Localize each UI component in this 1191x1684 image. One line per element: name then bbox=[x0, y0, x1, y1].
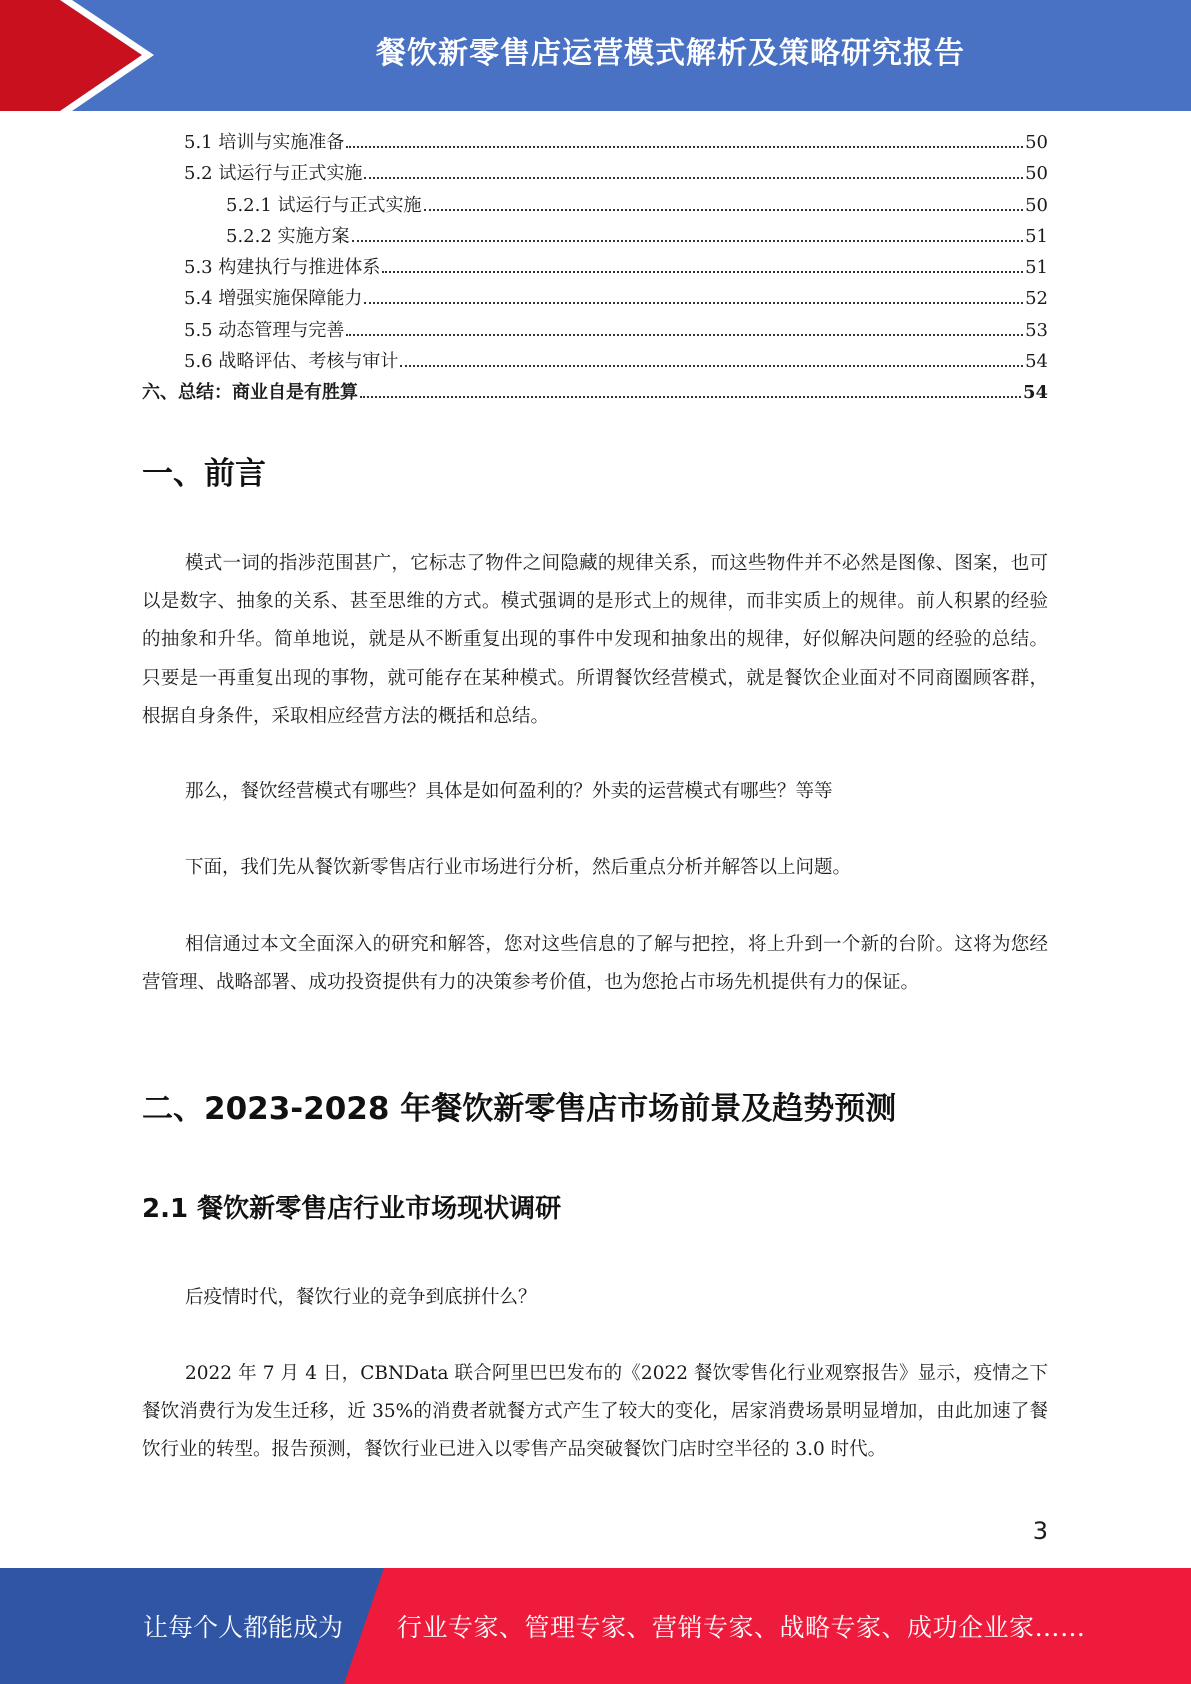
toc-leader-dots bbox=[424, 195, 1024, 211]
header-banner bbox=[0, 0, 1191, 111]
paragraph: 2022 年 7 月 4 日，CBNData 联合阿里巴巴发布的《2022 餐饮零售化行业观察报告》显示，疫情之下餐饮消费行为发生迁移，近 35%的消费者就餐方式产生了较大的变化，居家消费场景明显增加，由此加速了餐饮行业的转型。报告预测，餐饮行业已进入以零售产品突破餐饮门店时空半径的 3.0 时代。 bbox=[142, 1363, 1048, 1461]
toc-entry-label: 5.2.2 实施方案 bbox=[226, 225, 350, 247]
toc-entry-label: 5.4 增强实施保障能力 bbox=[184, 288, 363, 310]
toc-entry-label: 5.6 战略评估、考核与审计 bbox=[184, 351, 399, 373]
toc-entry[interactable] bbox=[142, 347, 1048, 378]
footer-banner bbox=[0, 1568, 1191, 1684]
toc-entry[interactable] bbox=[142, 159, 1048, 190]
page-number: 3 bbox=[1032, 1517, 1048, 1545]
toc-entry[interactable] bbox=[142, 378, 1048, 409]
footer-slogan-right: 行业专家、管理专家、营销专家、战略专家、成功企业家…… bbox=[397, 1613, 1086, 1642]
paragraph: 那么，餐饮经营模式有哪些？具体是如何盈利的？外卖的运营模式有哪些？等等 bbox=[185, 781, 833, 802]
toc-leader-dots bbox=[360, 382, 1021, 398]
toc-entry-label: 5.1 培训与实施准备 bbox=[184, 132, 345, 153]
toc-entry-label: 5.2.1 试运行与正式实施 bbox=[226, 194, 422, 216]
report-title: 餐饮新零售店运营模式解析及策略研究报告 bbox=[376, 36, 965, 71]
toc-entry-page: 51 bbox=[1025, 257, 1048, 279]
toc-entry-page: 54 bbox=[1025, 351, 1048, 373]
toc-entry-page: 51 bbox=[1025, 225, 1048, 247]
toc-leader-dots bbox=[346, 320, 1023, 336]
toc-leader-dots bbox=[352, 226, 1024, 242]
table-of-contents bbox=[142, 128, 1048, 410]
toc-entry-label: 5.3 构建执行与推进体系 bbox=[184, 257, 381, 279]
paragraph: 后疫情时代，餐饮行业的竞争到底拼什么？ bbox=[185, 1287, 537, 1308]
paragraph: 相信通过本文全面深入的研究和解答，您对这些信息的了解与把控，将上升到一个新的台阶。这将为您经营管理、战略部署、成功投资提供有力的决策参考价值，也为您抢占市场先机提供有力的保证。 bbox=[142, 934, 1048, 994]
toc-entry-label: 5.2 试运行与正式实施 bbox=[184, 163, 363, 185]
toc-entry-page: 52 bbox=[1025, 288, 1048, 310]
toc-entry-label: 5.5 动态管理与完善 bbox=[184, 319, 345, 341]
toc-entry-page: 50 bbox=[1025, 163, 1048, 185]
toc-entry[interactable] bbox=[142, 128, 1048, 159]
toc-leader-dots bbox=[400, 351, 1023, 367]
paragraph: 模式一词的指涉范围甚广，它标志了物件之间隐藏的规律关系，而这些物件并不必然是图像、图案，也可以是数字、抽象的关系、甚至思维的方式。模式强调的是形式上的规律，而非实质上的规律。前人积累的经验的抽象和升华。简单地说，就是从不断重复出现的事件中发现和抽象出的规律，好似解决问题的经验的总结。只要是一再重复出现的事物，就可能存在某种模式。所谓餐饮经营模式，就是餐饮企业面对不同商圈顾客群，根据自身条件，采取相应经营方法的概括和总结。 bbox=[142, 553, 1048, 727]
footer-slogan-left: 让每个人都能成为 bbox=[143, 1613, 344, 1642]
paragraph: 下面，我们先从餐饮新零售店行业市场进行分析，然后重点分析并解答以上问题。 bbox=[185, 857, 852, 878]
toc-entry-page: 50 bbox=[1025, 132, 1048, 153]
section-heading-preface: 一、前言 bbox=[142, 456, 266, 492]
section-heading-market: 二、2023-2028 年餐饮新零售店市场前景及趋势预测 bbox=[142, 1091, 897, 1127]
toc-leader-dots bbox=[346, 132, 1023, 148]
toc-entry[interactable] bbox=[142, 222, 1048, 253]
toc-entry-page: 54 bbox=[1022, 382, 1048, 404]
toc-entry-page: 53 bbox=[1025, 319, 1048, 341]
toc-entry-label: 六、总结：商业自是有胜算 bbox=[142, 382, 358, 404]
toc-leader-dots bbox=[382, 257, 1023, 273]
toc-entry[interactable] bbox=[142, 284, 1048, 315]
toc-entry[interactable] bbox=[142, 253, 1048, 284]
toc-entry[interactable] bbox=[142, 316, 1048, 347]
toc-leader-dots bbox=[364, 163, 1023, 179]
subsection-heading: 2.1 餐饮新零售店行业市场现状调研 bbox=[142, 1194, 562, 1224]
toc-entry-page: 50 bbox=[1025, 194, 1048, 216]
toc-leader-dots bbox=[364, 288, 1023, 304]
header-arrow-graphic bbox=[0, 0, 160, 111]
toc-entry[interactable] bbox=[142, 191, 1048, 222]
